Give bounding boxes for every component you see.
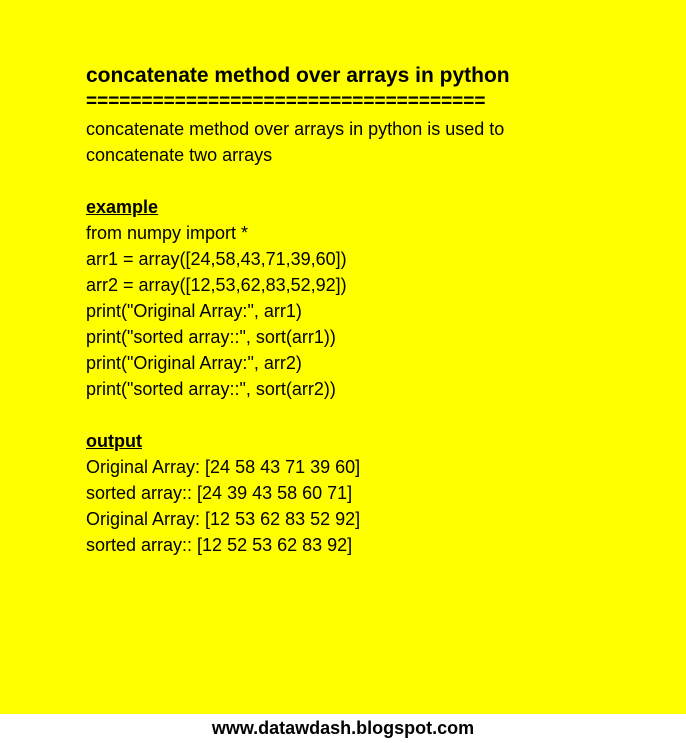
code-line: print("Original Array:", arr2): [86, 353, 302, 373]
article-content: [86, 62, 656, 558]
output-line: sorted array:: [24 39 43 58 60 71]: [86, 483, 353, 503]
code-line: print("Original Array:", arr1): [86, 301, 302, 321]
footer-site-url: www.datawdash.blogspot.com: [0, 714, 686, 743]
output-line: sorted array:: [12 52 53 62 83 92]: [86, 535, 353, 555]
code-line: arr1 = array([24,58,43,71,39,60]): [86, 249, 347, 269]
article-description: [86, 116, 656, 168]
code-line: print("sorted array::", sort(arr1)): [86, 327, 336, 347]
description-line: concatenate method over arrays in python is used to: [86, 119, 505, 139]
article-title: concatenate method over arrays in python: [86, 64, 510, 87]
output-line: Original Array: [24 58 43 71 39 60]: [86, 457, 361, 477]
output-heading: output: [86, 431, 142, 451]
code-line: arr2 = array([12,53,62,83,52,92]): [86, 275, 347, 295]
code-line: print("sorted array::", sort(arr2)): [86, 379, 336, 399]
example-heading: example: [86, 197, 159, 217]
example-output: [86, 454, 656, 558]
output-line: Original Array: [12 53 62 83 52 92]: [86, 509, 361, 529]
example-code: [86, 220, 656, 402]
description-line: concatenate two arrays: [86, 145, 273, 165]
title-divider: ====================================: [86, 92, 486, 112]
code-line: from numpy import *: [86, 223, 249, 243]
